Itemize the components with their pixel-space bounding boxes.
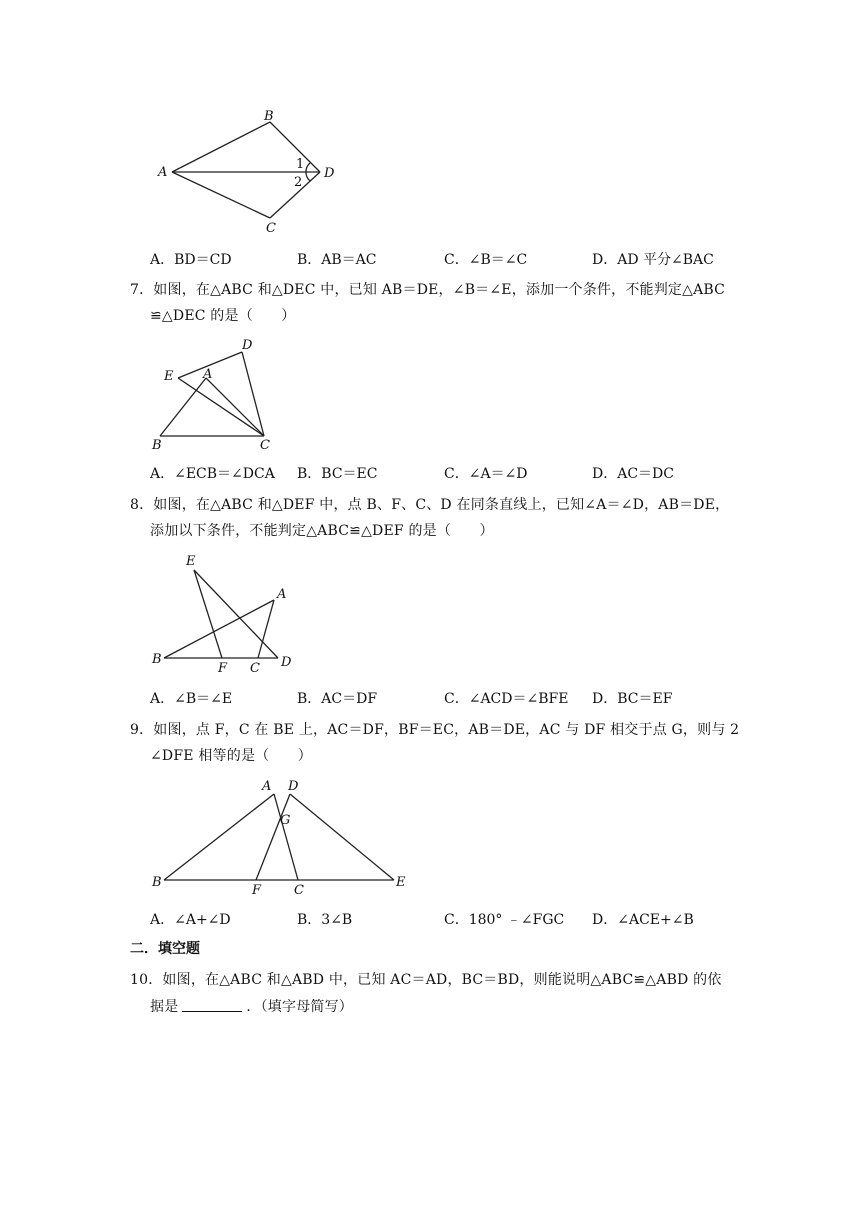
label-angle-1: 1 (296, 157, 305, 172)
figure-q7 (150, 334, 290, 454)
label-F: F (252, 883, 262, 898)
q10-answer-blank[interactable] (182, 999, 242, 1012)
label-C: C (266, 221, 276, 236)
figure-q9 (150, 774, 420, 898)
q9-stem-line1: 9．如图，点 F，C 在 BE 上，AC＝DF，BF＝EC，AB＝DE，AC 与 DF 相交于点 G，则与 2 (130, 722, 740, 738)
label-C: C (294, 883, 304, 898)
q7-option-a: A．∠ECB＝∠DCA (150, 466, 275, 482)
q8-option-b: B．AC＝DF (297, 691, 378, 707)
q10-text-post: ．（填字母简写） (246, 999, 354, 1015)
label-B: B (152, 652, 162, 667)
q6-option-d: D．AD 平分∠BAC (592, 252, 714, 268)
label-E: E (164, 369, 174, 384)
label-F: F (218, 661, 228, 676)
q8-option-d: D．BC＝EF (592, 691, 673, 707)
label-G: G (280, 813, 291, 828)
label-C: C (260, 438, 270, 453)
q9-option-c: C．180° ﹣∠FGC (444, 912, 565, 928)
label-B: B (152, 875, 162, 890)
figure-q6 (150, 100, 350, 240)
label-C: C (250, 661, 260, 676)
label-angle-2: 2 (294, 175, 303, 190)
q6-option-c: C．∠B＝∠C (444, 252, 528, 268)
q9-option-a: A．∠A+∠D (150, 912, 231, 928)
label-B: B (264, 109, 274, 124)
label-D: D (288, 779, 299, 794)
label-E: E (186, 554, 196, 569)
label-A: A (158, 165, 168, 180)
label-A: A (262, 779, 272, 794)
q8-stem-line1: 8．如图，在△ABC 和△DEF 中，点 B、F、C、D 在同条直线上，已知∠A＝∠D，AB＝DE， (130, 497, 730, 513)
q9-stem-line2: ∠DFE 相等的是（ ） (150, 748, 312, 764)
section-heading-fill-in: 二．填空题 (130, 941, 200, 957)
label-E: E (396, 875, 406, 890)
label-A: A (277, 587, 287, 602)
q7-stem-line2: ≌△DEC 的是（ ） (150, 308, 296, 324)
q9-option-b: B．3∠B (297, 912, 353, 928)
q8-option-c: C．∠ACD＝∠BFE (444, 691, 569, 707)
q7-option-c: C．∠A＝∠D (444, 466, 528, 482)
q6-option-a: A．BD＝CD (150, 252, 232, 268)
figure-q8 (150, 548, 310, 678)
q8-option-a: A．∠B＝∠E (150, 691, 233, 707)
q7-option-d: D．AC＝DC (592, 466, 674, 482)
q7-stem-line1: 7．如图，在△ABC 和△DEC 中，已知 AB＝DE，∠B＝∠E，添加一个条件，不能判定△ABC (130, 282, 726, 298)
label-B: B (152, 438, 162, 453)
q10-stem-line2 (150, 996, 353, 1016)
q10-stem-line1: 10．如图，在△ABC 和△ABD 中，已知 AC＝AD，BC＝BD，则能说明△ABC≌△ABD 的依 (130, 972, 722, 988)
q6-option-b: B．AB＝AC (297, 252, 377, 268)
label-D: D (324, 166, 335, 181)
q8-stem-line2: 添加以下条件，不能判定△ABC≌△DEF 的是（ ） (150, 523, 494, 539)
q7-option-b: B．BC＝EC (297, 466, 378, 482)
label-D: D (281, 655, 292, 670)
q10-text-pre: 据是 (150, 999, 179, 1015)
label-D: D (242, 338, 253, 353)
q9-option-d: D．∠ACE+∠B (592, 912, 694, 928)
label-A: A (203, 367, 213, 382)
